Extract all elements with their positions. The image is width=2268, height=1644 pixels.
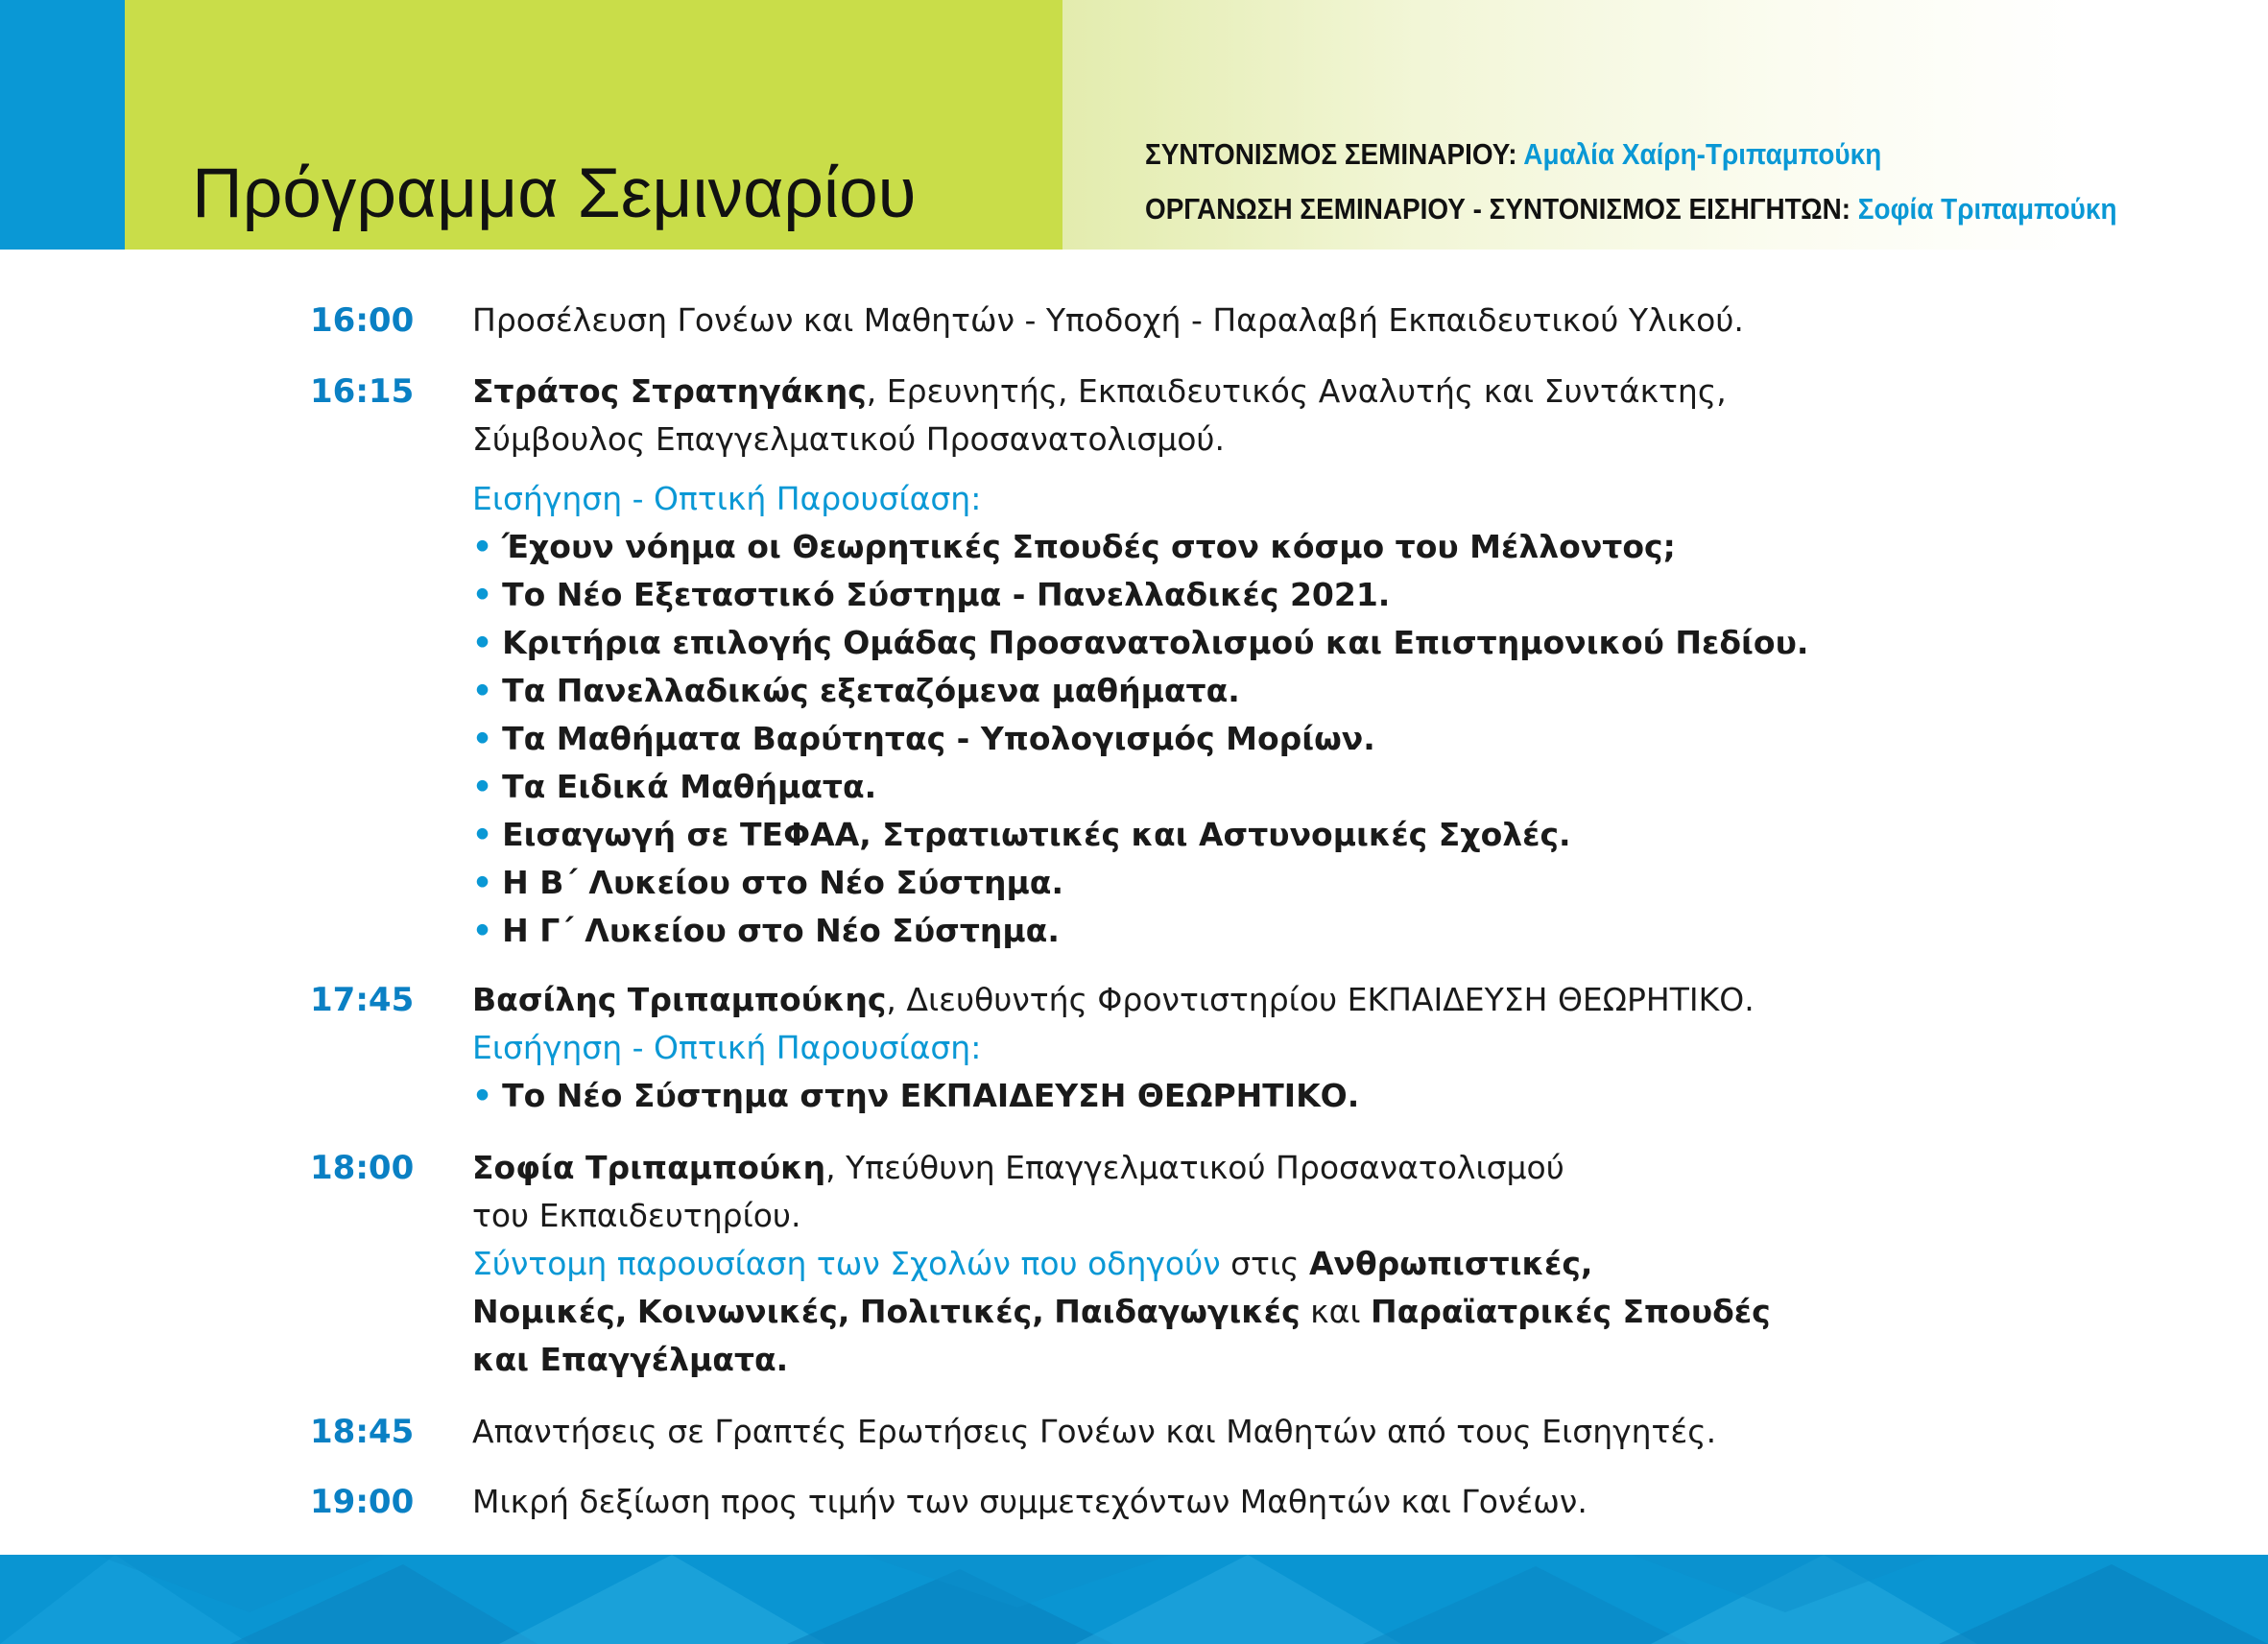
fields-line-1: Σύντομη παρουσίαση των Σχολών που οδηγούν στις Ανθρωπιστικές, [472, 1245, 1593, 1282]
list-item: • Τα Πανελλαδικώς εξεταζόμενα μαθήματα. [472, 672, 1240, 709]
entry-text: Απαντήσεις σε Γραπτές Ερωτήσεις Γονέων και Μαθητών από τους Εισηγητές. [472, 1413, 1717, 1450]
list-item: • Κριτήρια επιλογής Ομάδας Προσανατολισμού και Επιστημονικού Πεδίου. [472, 624, 1809, 661]
bullet-icon: • [472, 624, 493, 661]
organization-line [1145, 181, 2117, 236]
entry-text: Μικρή δεξίωση προς τιμήν των συμμετεχόντων Μαθητών και Γονέων. [472, 1483, 1588, 1520]
speaker-line [472, 368, 2104, 416]
bullet-icon: • [472, 1077, 493, 1114]
speaker-role: , Υπεύθυνη Επαγγελματικού Προσανατολισμού [825, 1149, 1564, 1186]
coordination-label: ΣΥΝΤΟΝΙΣΜΟΣ ΣΕΜΙΝΑΡΙΟΥ: [1145, 137, 1517, 171]
entry-content [472, 1144, 2104, 1384]
fields-line-2: Νομικές, Κοινωνικές, Πολιτικές, Παιδαγωγικές και Παραϊατρικές Σπουδές [472, 1293, 1771, 1330]
bullet-icon: • [472, 768, 493, 805]
topics-list [472, 523, 2104, 955]
bullet-icon: • [472, 720, 493, 757]
seminar-credits [1145, 127, 2117, 236]
bullet-icon: • [472, 912, 493, 949]
footer-pattern [0, 1555, 2268, 1644]
entry-time: 16:00 [310, 301, 415, 340]
entry-text: Προσέλευση Γονέων και Μαθητών - Υποδοχή - Παραλαβή Εκπαιδευτικού Υλικού. [472, 301, 1744, 339]
coordination-name: Αμαλία Χαίρη-Τριπαμπούκη [1523, 137, 1882, 171]
speaker-name: Βασίλης Τριπαμπούκης [472, 981, 887, 1018]
list-item: • Έχουν νόημα οι Θεωρητικές Σπουδές στον κόσμο του Μέλλοντος; [472, 528, 1676, 565]
bullet-icon: • [472, 576, 493, 613]
entry-time: 18:45 [310, 1413, 415, 1451]
list-item: • Η Β΄ Λυκείου στο Νέο Σύστημα. [472, 864, 1063, 901]
entry-time: 16:15 [310, 372, 415, 411]
bullet-icon: • [472, 528, 493, 565]
speaker-role: , Διευθυντής Φροντιστηρίου ΕΚΠΑΙΔΕΥΣΗ ΘΕΩΡΗΤΙΚΟ. [886, 981, 1755, 1018]
page-title: Πρόγραμμα Σεμιναρίου [192, 155, 917, 232]
list-item: • Το Νέο Εξεταστικό Σύστημα - Πανελλαδικές 2021. [472, 576, 1391, 613]
header-banner [0, 0, 2268, 250]
blue-accent-block [0, 0, 125, 250]
presentation-subheading: Εισήγηση - Οπτική Παρουσίαση: [472, 480, 982, 517]
entry-content [472, 1408, 2104, 1456]
speaker-role-continued: του Εκπαιδευτηρίου. [472, 1197, 801, 1234]
bullet-icon: • [472, 816, 493, 853]
footer-band [0, 1555, 2268, 1644]
entry-content [472, 1478, 2104, 1526]
list-item: • Το Νέο Σύστημα στην ΕΚΠΑΙΔΕΥΣΗ ΘΕΩΡΗΤΙΚΟ. [472, 1077, 1360, 1114]
entry-content [472, 976, 2104, 1120]
organization-name: Σοφία Τριπαμπούκη [1857, 192, 2117, 226]
speaker-role-continued: Σύμβουλος Επαγγελματικού Προσανατολισμού. [472, 420, 1226, 458]
bullet-icon: • [472, 672, 493, 709]
speaker-name: Σοφία Τριπαμπούκη [472, 1149, 826, 1186]
entry-time: 18:00 [310, 1149, 415, 1187]
speaker-line [472, 976, 2104, 1024]
speaker-name: Στράτος Στρατηγάκης [472, 372, 867, 410]
bullet-icon: • [472, 864, 493, 901]
coordination-line [1145, 127, 2117, 181]
intro-highlight: Σύντομη παρουσίαση των Σχολών που οδηγούν [472, 1245, 1221, 1282]
presentation-subheading: Εισήγηση - Οπτική Παρουσίαση: [472, 1029, 982, 1066]
organization-label: ΟΡΓΑΝΩΣΗ ΣΕΜΙΝΑΡΙΟΥ - ΣΥΝΤΟΝΙΣΜΟΣ ΕΙΣΗΓΗΤΩΝ: [1145, 192, 1851, 226]
entry-content [472, 297, 2104, 345]
list-item: • Η Γ΄ Λυκείου στο Νέο Σύστημα. [472, 912, 1060, 949]
speaker-line [472, 1144, 2104, 1192]
entry-time: 19:00 [310, 1483, 415, 1521]
list-item: • Τα Μαθήματα Βαρύτητας - Υπολογισμός Μορίων. [472, 720, 1375, 757]
list-item: • Τα Ειδικά Μαθήματα. [472, 768, 877, 805]
list-item: • Εισαγωγή σε ΤΕΦΑΑ, Στρατιωτικές και Αστυνομικές Σχολές. [472, 816, 1571, 853]
entry-content [472, 368, 2104, 955]
speaker-role: , Ερευνητής, Εκπαιδευτικός Αναλυτής και Συντάκτης, [866, 372, 1727, 410]
entry-time: 17:45 [310, 981, 415, 1019]
fields-line-3: και Επαγγέλματα. [472, 1341, 789, 1378]
